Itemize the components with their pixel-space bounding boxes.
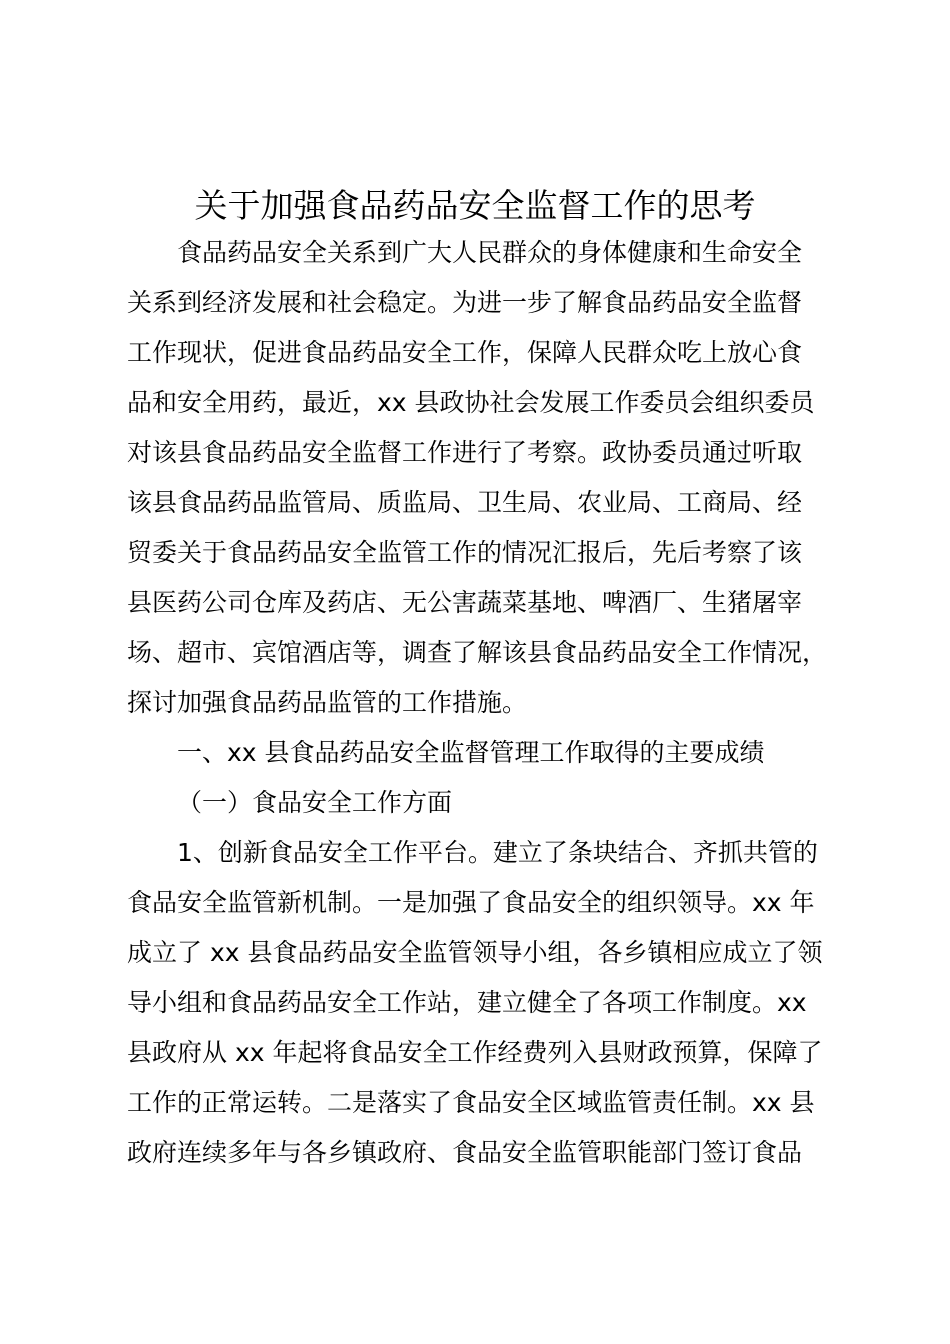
paragraph-line: 关系到经济发展和社会稳定。为进一步了解食品药品安全监督 — [127, 288, 803, 317]
paragraph-line: 食品药品安全关系到广大人民群众的身体健康和生命安全 — [177, 238, 803, 267]
subsection-heading: （一）食品安全工作方面 — [177, 788, 453, 817]
paragraph-line: 探讨加强食品药品监管的工作措施。 — [127, 688, 528, 717]
paragraph-line: 政府连续多年与各乡镇政府、食品安全监管职能部门签订食品 — [127, 1138, 803, 1167]
paragraph-line: 对该县食品药品安全监督工作进行了考察。政协委员通过听取 — [127, 438, 803, 467]
paragraph-line: 品和安全用药，最近，xx 县政协社会发展工作委员会组织委员 — [127, 388, 815, 417]
paragraph-line: 该县食品药品监管局、质监局、卫生局、农业局、工商局、经 — [127, 488, 803, 517]
paragraph-line: 成立了 xx 县食品药品安全监管领导小组，各乡镇相应成立了领 — [127, 938, 823, 967]
paragraph-line: 县医药公司仓库及药店、无公害蔬菜基地、啤酒厂、生猪屠宰 — [127, 588, 803, 617]
section-heading: 一、xx 县食品药品安全监督管理工作取得的主要成绩 — [177, 738, 765, 767]
document-title: 关于加强食品药品安全监督工作的思考 — [194, 186, 756, 225]
paragraph-line: 导小组和食品药品安全工作站，建立健全了各项工作制度。xx — [127, 988, 807, 1017]
paragraph-line: 贸委关于食品药品安全监管工作的情况汇报后，先后考察了该 — [127, 538, 803, 567]
paragraph-line: 工作现状，促进食品药品安全工作，保障人民群众吃上放心食 — [127, 338, 803, 367]
paragraph-line: 食品安全监管新机制。一是加强了食品安全的组织领导。xx 年 — [127, 888, 815, 917]
paragraph-line: 工作的正常运转。二是落实了食品安全区域监管责任制。xx 县 — [127, 1088, 815, 1117]
paragraph-line: 场、超市、宾馆酒店等，调查了解该县食品药品安全工作情况， — [127, 638, 828, 667]
paragraph-line: 1、创新食品安全工作平台。建立了条块结合、齐抓共管的 — [177, 838, 818, 867]
paragraph-line: 县政府从 xx 年起将食品安全工作经费列入县财政预算，保障了 — [127, 1038, 823, 1067]
